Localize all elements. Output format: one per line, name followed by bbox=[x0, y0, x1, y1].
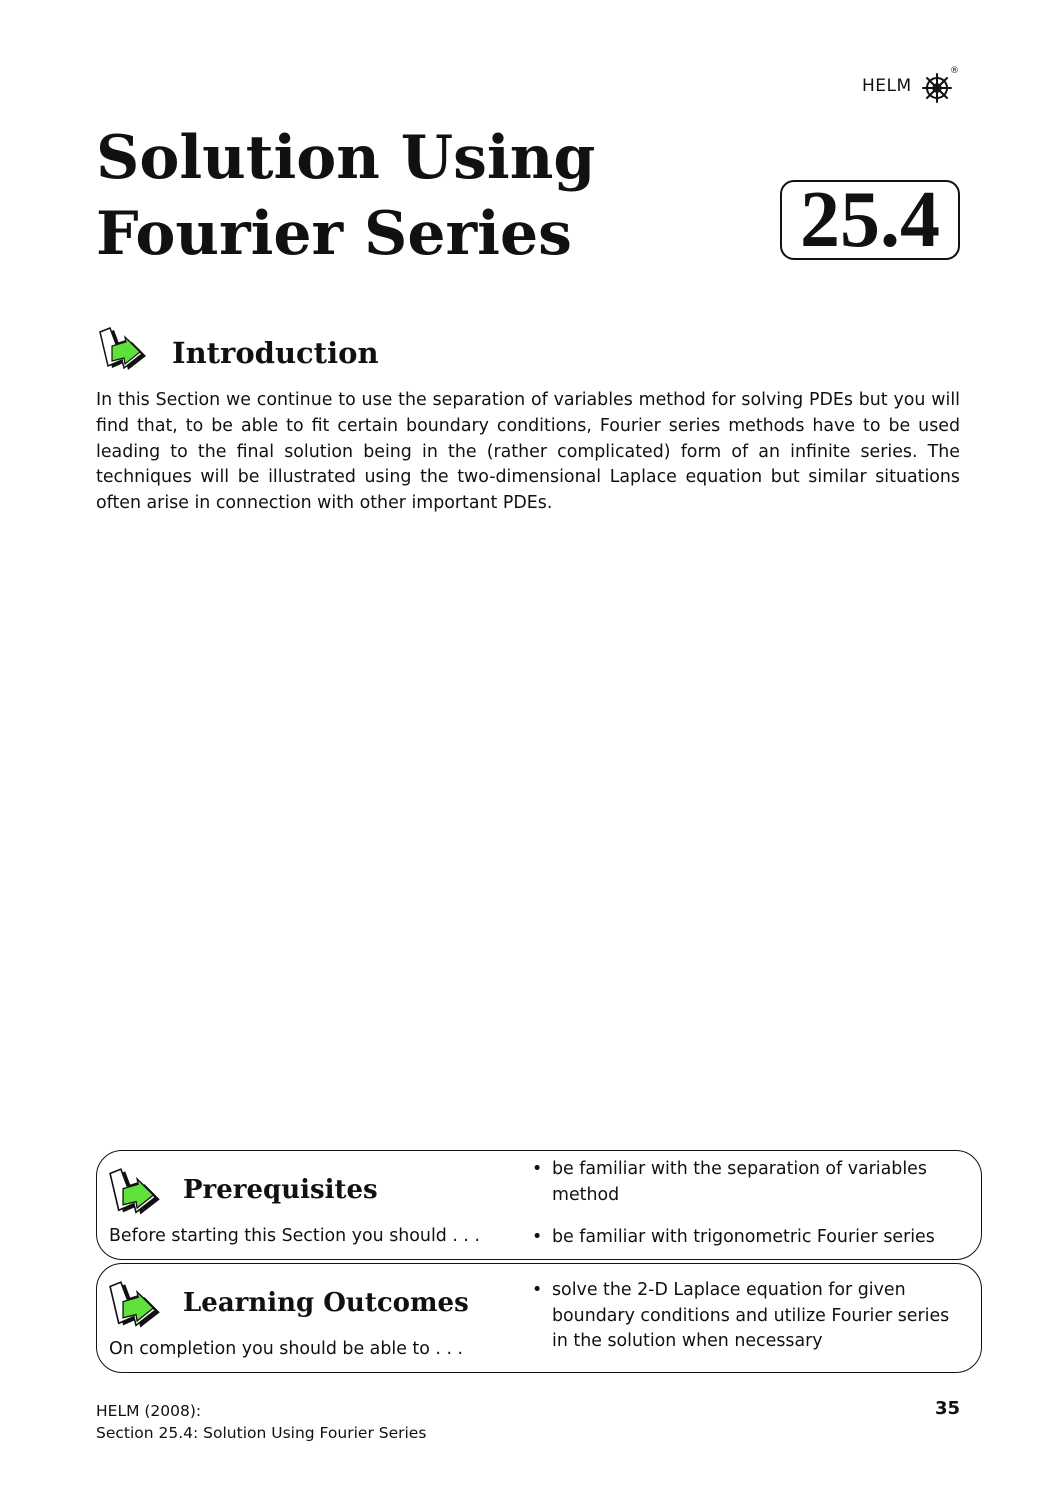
learning-outcomes-list bbox=[530, 1278, 950, 1355]
list-item: • solve the 2-D Laplace equation for given boundary conditions and utilize Fourier series in the solution when necessary bbox=[530, 1278, 950, 1355]
introduction-paragraph: In this Section we continue to use the separation of variables method for solving PDEs but you will find that, to be able to fit certain boundary conditions, Fourier series methods have to be used leading to the final solution being in the (rather complicated) form of an infinite series. The techniques will be illustrated using the two-dimensional Laplace equation but similar situations often arise in connection with other important PDEs. bbox=[96, 390, 960, 514]
prerequisites-box bbox=[96, 1150, 982, 1260]
green-arrow-icon bbox=[107, 1280, 165, 1334]
learning-outcomes-lead: On completion you should be able to . . . bbox=[109, 1339, 464, 1359]
registered-mark: ® bbox=[950, 66, 959, 76]
title-line-1: Solution Using bbox=[96, 123, 596, 193]
learning-outcomes-heading: Learning Outcomes bbox=[183, 1288, 469, 1318]
green-arrow-icon bbox=[98, 326, 150, 376]
section-number-badge: 25.4 bbox=[780, 180, 960, 260]
prerequisites-list bbox=[530, 1157, 950, 1251]
title-line-2: Fourier Series bbox=[96, 199, 572, 269]
logo-text: HELM bbox=[862, 76, 912, 96]
list-item: • be familiar with the separation of variables method bbox=[530, 1157, 950, 1208]
helm-logo bbox=[862, 66, 962, 106]
footer-line-1: HELM (2008): bbox=[96, 1402, 202, 1420]
prerequisites-lead: Before starting this Section you should . . . bbox=[109, 1226, 480, 1246]
footer-line-2: Section 25.4: Solution Using Fourier Series bbox=[96, 1424, 427, 1442]
green-arrow-icon bbox=[107, 1167, 165, 1221]
prerequisites-heading: Prerequisites bbox=[183, 1175, 378, 1205]
page-title bbox=[96, 120, 595, 272]
list-item: • be familiar with trigonometric Fourier series bbox=[530, 1225, 950, 1251]
page-number: 35 bbox=[934, 1398, 960, 1419]
introduction-heading: Introduction bbox=[172, 336, 379, 370]
learning-outcomes-box bbox=[96, 1263, 982, 1373]
footer-citation bbox=[96, 1400, 426, 1444]
